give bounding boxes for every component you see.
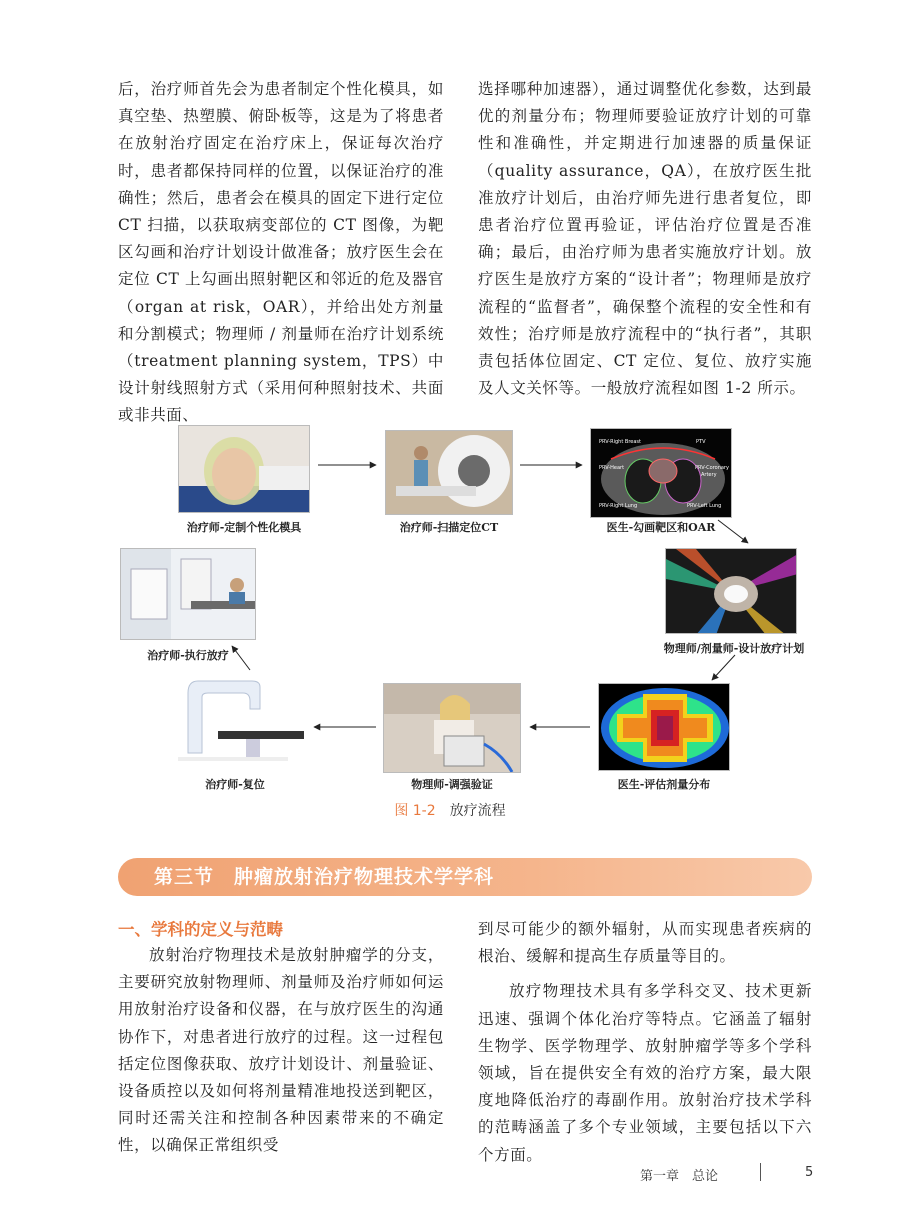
- caption-treat: 治疗师-执行放疗: [147, 649, 229, 662]
- figure-title: 放疗流程: [449, 803, 506, 819]
- label-prv-heart: PRV-Heart: [599, 465, 625, 471]
- image-plan: [665, 548, 797, 634]
- reposition-machine-illustration: [168, 673, 306, 765]
- image-reposition: [168, 673, 306, 765]
- image-dose-eval: [598, 683, 730, 771]
- footer-chapter: 第一章 总论: [640, 1169, 719, 1184]
- label-prv-right-breast: PRV-Right Breast: [599, 439, 641, 445]
- section-title: 第三节 肿瘤放射治疗物理技术学学科: [118, 858, 812, 896]
- image-mold: [178, 425, 310, 513]
- image-treat: [120, 548, 256, 640]
- label-ptv: PTV: [696, 439, 706, 445]
- figure-caption: [0, 800, 900, 820]
- body-text-bottom-left: 放射治疗物理技术是放射肿瘤学的分支，主要研究放射物理师、剂量师及治疗师如何运用放射治疗设备和仪器，在与放疗医生的沟通协作下，对患者进行放疗的过程。这一过程包括定位图像获取、放疗计划设计、剂量验证、设备质控以及如何将剂量精准地投送到靶区，同时还需关注和控制各种因素带来的不确定性，以确保正常组织受: [118, 946, 444, 1155]
- body-text-top-right: 选择哪种加速器），通过调整优化参数，达到最优的剂量分布；物理师要验证放疗计划的可靠性和准确性，并定期进行加速器的质量保证（quality assurance，QA），在放疗医生批准放疗计划后，由治疗师先进行患者复位，即患者治疗位置再验证，评估治疗位置是否准确；最后，由治疗师为患者实施放疗计划。放疗医生是放疗方案的“设计者”；物理师是放疗流程的“监督者”，确保整个流程的安全性和有效性；治疗师是放疗流程中的“执行者”，其职责包括体位固定、CT 定位、复位、放疗实施及人文关怀等。一般放疗流程如图 1-2 所示。: [478, 80, 812, 398]
- arrow-plan-to-eval: [712, 655, 735, 680]
- ct-contour-illustration: [591, 429, 732, 518]
- dose-distribution-illustration: [599, 684, 730, 771]
- subsection-title: 一、学科的定义与范畴: [118, 920, 283, 939]
- image-qa: [383, 683, 521, 773]
- label-prv-right-lung: PRV-Right Lung: [599, 503, 638, 509]
- caption-ct: 治疗师-扫描定位CT: [399, 521, 499, 534]
- footer-divider: [760, 1163, 761, 1181]
- image-ct-scan: [385, 430, 513, 515]
- label-artery: Artery: [701, 472, 717, 478]
- linac-illustration: [121, 549, 256, 640]
- caption-eval: 医生-评估剂量分布: [617, 778, 711, 791]
- caption-reposition: 治疗师-复位: [205, 778, 265, 791]
- body-text-bottom-right: 到尽可能少的额外辐射，从而实现患者疾病的根治、缓解和提高生存质量等目的。 放疗物理技术具有多学科交叉、技术更新迅速、强调个体化治疗等特点。它涵盖了辐射生物学、医学物理学、放射肿瘤学等多个学科领域，旨在提供安全有效的治疗方案，最大限度地降低治疗的毒副作用。放射治疗技术学科的范畴涵盖了多个专业领域，主要包括以下六个方面。: [478, 920, 812, 1164]
- body-text-top-left: 后，治疗师首先会为患者制定个性化模具，如真空垫、热塑膜、俯卧板等，这是为了将患者在放射治疗固定在治疗床上，保证每次治疗时，患者都保持同样的位置，以保证治疗的准确性；然后，患者会在模具的固定下进行定位 CT 扫描，以获取病变部位的 CT 图像，为靶区勾画和治疗计划设计做准备；放疗医生会在定位 CT 上勾画出照射靶区和邻近的危及器官（organ at risk，OAR），并给出处方剂量和分割模式；物理师 / 剂量师在治疗计划系统（treatment planning system，TPS）中设计射线照射方式（采用何种照射技术、共面或非共面、: [118, 80, 444, 425]
- caption-contour: 医生-勾画靶区和OAR: [606, 521, 716, 534]
- ct-scanner-illustration: [386, 431, 513, 515]
- page-number: 5: [805, 1165, 814, 1180]
- caption-plan: 物理师/剂量师-设计放疗计划: [663, 642, 805, 655]
- image-contour: [590, 428, 732, 518]
- qa-illustration: [384, 684, 521, 773]
- caption-mold: 治疗师-定制个性化模具: [186, 521, 302, 534]
- caption-qa: 物理师-调强验证: [411, 778, 493, 791]
- plan-beams-illustration: [666, 549, 797, 634]
- label-prv-left-lung: PRV-Left Lung: [687, 503, 722, 509]
- mold-illustration: [179, 426, 310, 513]
- label-prv-coronary: PRV-Coronary: [695, 465, 729, 471]
- figure-number: 图 1-2: [394, 803, 436, 819]
